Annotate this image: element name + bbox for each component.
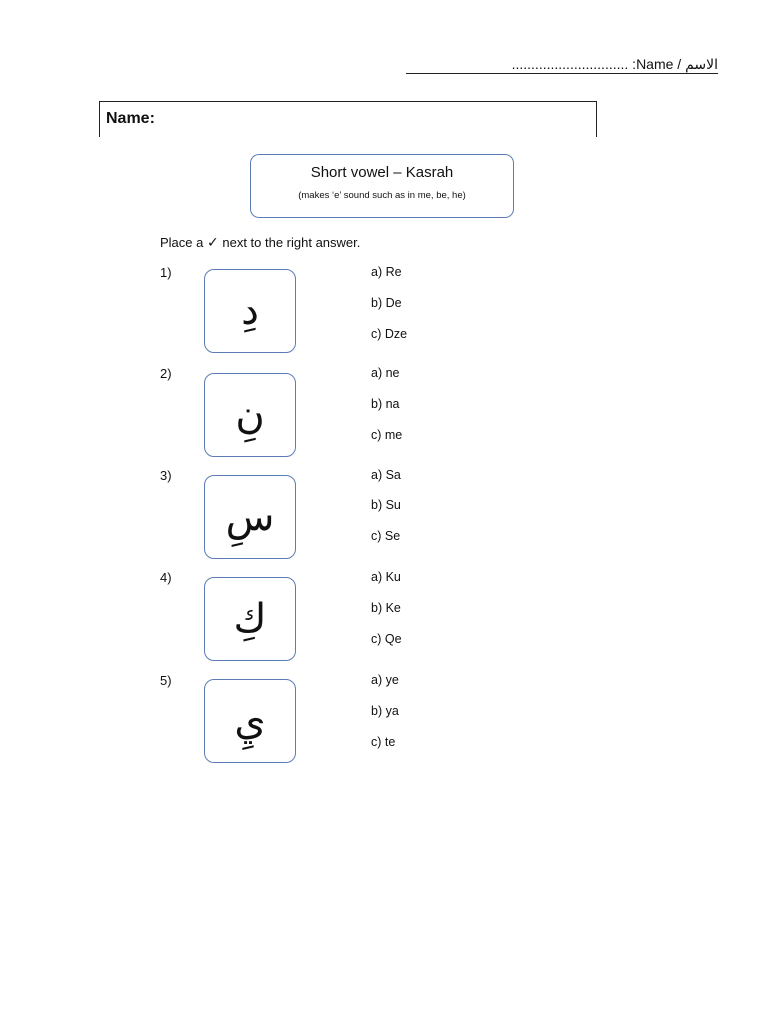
arabic-letter-card: سِ: [204, 475, 296, 559]
answer-option[interactable]: a) Ku: [371, 570, 401, 584]
name-line-arabic-english[interactable]: .............................. :Name / الاسم: [406, 55, 718, 74]
answer-option[interactable]: c) Dze: [371, 327, 408, 341]
answer-option[interactable]: c) Se: [371, 529, 401, 543]
question-number: 2): [160, 366, 172, 381]
name-label: Name:: [106, 110, 155, 127]
answer-option[interactable]: c) me: [371, 428, 403, 442]
question-number: 3): [160, 468, 172, 483]
arabic-letter-card: يِ: [204, 679, 296, 763]
instruction-before: Place a: [160, 235, 204, 250]
question-number: 1): [160, 265, 172, 280]
answer-option[interactable]: b) Su: [371, 498, 401, 512]
answer-option[interactable]: b) na: [371, 397, 400, 411]
instruction-after: next to the right answer.: [222, 235, 361, 250]
question-number: 4): [160, 570, 172, 585]
answer-option[interactable]: c) Qe: [371, 632, 402, 646]
instruction: [160, 234, 360, 251]
answer-option[interactable]: b) De: [371, 296, 402, 310]
arabic-letter-card: كِ: [204, 577, 296, 661]
answer-option[interactable]: a) ye: [371, 673, 399, 687]
answer-option[interactable]: b) ya: [371, 704, 399, 718]
checkmark-icon: ✓: [207, 234, 219, 250]
answer-option[interactable]: a) Sa: [371, 468, 401, 482]
answer-option[interactable]: a) Re: [371, 265, 402, 279]
name-box[interactable]: [99, 101, 597, 137]
question-number: 5): [160, 673, 172, 688]
answer-option[interactable]: a) ne: [371, 366, 400, 380]
answer-option[interactable]: c) te: [371, 735, 396, 749]
answer-option[interactable]: b) Ke: [371, 601, 401, 615]
worksheet-title: Short vowel – Kasrah: [310, 164, 454, 181]
arabic-letter-card: نِ: [204, 373, 296, 457]
worksheet-subtitle: (makes ‘e’ sound such as in me, be, he): [298, 190, 466, 201]
title-box: [250, 154, 514, 218]
arabic-letter-card: دِ: [204, 269, 296, 353]
